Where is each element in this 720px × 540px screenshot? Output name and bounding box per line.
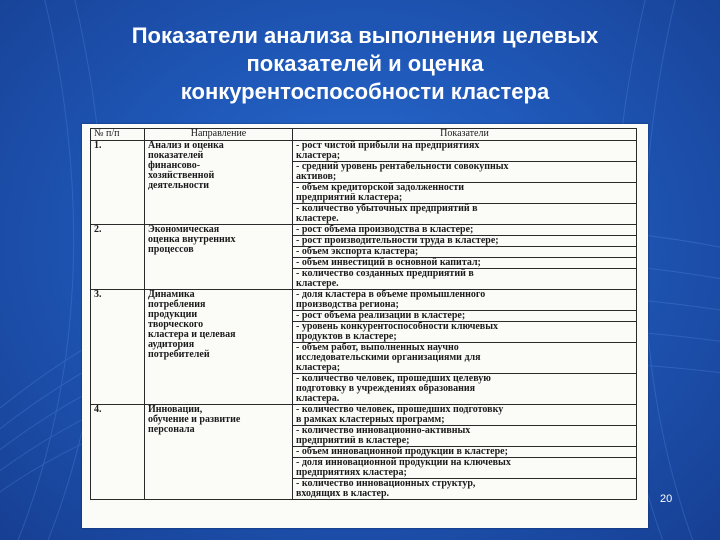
indicator-line: - уровень конкурентоспособности ключевых: [296, 322, 499, 332]
indicator-line: предприятий кластера;: [296, 193, 403, 203]
indicator-line: кластера;: [296, 151, 341, 161]
indicator-line: - объем инновационной продукции в кластере;: [296, 447, 508, 457]
slide-title-line: показателей и оценка: [246, 51, 484, 76]
direction-line: деятельности: [148, 180, 210, 191]
indicator-cell: [293, 225, 637, 236]
indicator-line: активов;: [296, 172, 337, 182]
row-direction: [145, 225, 293, 290]
indicator-line: - количество инновационных структур,: [296, 479, 476, 489]
indicator-cell: [293, 247, 637, 258]
table-row: [91, 225, 637, 236]
indicator-cell: [293, 426, 637, 447]
row-number: 3.: [91, 290, 145, 405]
row-direction: [145, 290, 293, 405]
page-number: 20: [660, 493, 673, 505]
direction-line: хозяйственной: [148, 170, 215, 181]
indicator-cell: [293, 458, 637, 479]
indicator-cell: [293, 258, 637, 269]
indicator-cell: [293, 162, 637, 183]
direction-line: персонала: [148, 424, 195, 435]
indicator-line: - количество инновационно-активных: [296, 426, 471, 436]
indicator-cell: [293, 141, 637, 162]
direction-line: оценка внутренних: [148, 234, 236, 245]
indicator-line: подготовку в учреждениях образования: [296, 384, 476, 394]
slide-title-line: Показатели анализа выполнения целевых: [131, 23, 599, 48]
indicator-line: - рост чистой прибыли на предприятиях: [296, 141, 480, 151]
direction-line: Динамика: [148, 289, 195, 300]
indicator-line: - объем инвестиций в основной капитал;: [296, 258, 481, 268]
indicator-line: продуктов в кластере;: [296, 332, 397, 342]
indicator-line: - объем кредиторской задолженности: [296, 183, 465, 193]
indicator-cell: [293, 311, 637, 322]
indicator-cell: [293, 374, 637, 405]
indicator-cell: [293, 479, 637, 500]
indicator-cell: [293, 204, 637, 225]
direction-line: аудитория: [148, 339, 195, 350]
indicator-line: - рост объема реализации в кластере;: [296, 311, 466, 321]
indicator-line: - объем экспорта кластера;: [296, 247, 419, 257]
direction-line: финансово-: [148, 160, 201, 171]
indicator-line: производства региона;: [296, 300, 399, 310]
indicator-line: - количество человек, прошедших целевую: [296, 374, 491, 384]
indicator-cell: [293, 183, 637, 204]
indicator-line: - количество человек, прошедших подготовку: [296, 405, 504, 415]
table-row: [91, 141, 637, 162]
direction-line: Экономическая: [148, 224, 220, 235]
direction-line: потребителей: [148, 349, 210, 360]
direction-line: Анализ и оценка: [148, 140, 224, 151]
indicators-table: [90, 128, 637, 500]
indicator-line: - рост производительности труда в кластере;: [296, 236, 499, 246]
indicator-cell: [293, 447, 637, 458]
header-indicators: Показатели: [293, 129, 637, 141]
slide-title: [40, 22, 690, 106]
table-row: [91, 405, 637, 426]
indicator-line: исследовательскими организациями для: [296, 353, 481, 363]
direction-line: показателей: [148, 150, 204, 161]
indicator-line: в рамках кластерных программ;: [296, 415, 445, 425]
row-number: 4.: [91, 405, 145, 500]
indicator-line: предприятиях кластера;: [296, 468, 407, 478]
direction-line: обучение и развитие: [148, 414, 241, 425]
indicator-line: - рост объема производства в кластере;: [296, 225, 474, 235]
direction-line: Инновации,: [148, 404, 203, 415]
indicator-line: кластера;: [296, 363, 341, 373]
direction-line: продукции: [148, 309, 198, 320]
indicator-cell: [293, 269, 637, 290]
row-direction: [145, 405, 293, 500]
indicator-cell: [293, 236, 637, 247]
indicator-line: кластере.: [296, 214, 339, 224]
indicator-cell: [293, 343, 637, 374]
row-direction: [145, 141, 293, 225]
indicator-line: - доля инновационной продукции на ключевых: [296, 458, 511, 468]
table-header-row: [91, 129, 637, 141]
header-number: № п/п: [91, 129, 145, 141]
slide-title-line: конкурентоспособности кластера: [180, 79, 550, 104]
indicator-line: входящих в кластер.: [296, 489, 390, 499]
indicator-line: кластера.: [296, 394, 340, 404]
indicator-line: - объем работ, выполненных научно: [296, 343, 459, 353]
scanned-document: [82, 124, 648, 528]
table-row: [91, 290, 637, 311]
indicator-line: - доля кластера в объеме промышленного: [296, 290, 486, 300]
direction-line: кластера и целевая: [148, 329, 236, 340]
indicator-cell: [293, 405, 637, 426]
row-number: 2.: [91, 225, 145, 290]
direction-line: процессов: [148, 244, 194, 255]
direction-line: потребления: [148, 299, 206, 310]
header-direction: Направление: [145, 129, 293, 141]
indicator-cell: [293, 322, 637, 343]
indicator-line: - количество убыточных предприятий в: [296, 204, 478, 214]
direction-line: творческого: [148, 319, 204, 330]
indicator-cell: [293, 290, 637, 311]
indicator-line: предприятий в кластере;: [296, 436, 410, 446]
row-number: 1.: [91, 141, 145, 225]
indicator-line: - средний уровень рентабельности совокупных: [296, 162, 509, 172]
indicator-line: - количество созданных предприятий в: [296, 269, 474, 279]
indicator-line: кластере.: [296, 279, 339, 289]
